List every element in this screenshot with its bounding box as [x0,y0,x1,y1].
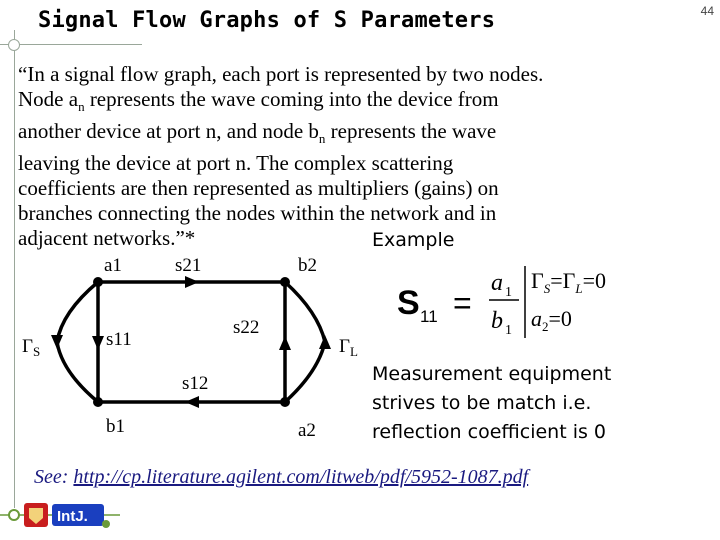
reference-link[interactable]: http://cp.literature.agilent.com/litweb/pdf/5952-1087.pdf [73,466,529,488]
arrow-s22-icon [279,336,291,350]
arrow-gamma-l-icon [319,335,331,349]
quote-line: Node $a_n$ represents the wave coming into the device from [18,87,499,115]
example-label: Example [372,229,455,251]
formula-den-sub: 1 [505,323,512,338]
label-gamma-s: $\Gamma_S$ [22,336,41,359]
label-s22: s22 [233,317,260,338]
reference-label: See: [34,466,69,488]
arrow-s11-icon [92,336,104,350]
quote-line: “In a signal flow graph, each port is represented by two nodes. [18,62,544,86]
formula-num: a [491,270,503,296]
slide-title: Signal Flow Graphs of S Parameters [38,8,496,33]
footer-dot-icon [9,510,19,520]
inth-logo-mark: IntJ. [57,508,88,525]
arrow-s12-icon [185,396,199,408]
node-a1 [93,277,103,287]
quote-line: coefficients are then represented as multipliers (gains) on [18,176,499,201]
label-s21: s21 [175,255,202,276]
footer-logo-bar [0,498,140,532]
label-b1: b1 [106,416,125,437]
node-b2 [280,277,290,287]
label-gamma-l: $\Gamma_L$ [339,336,358,359]
formula-den: b [491,308,503,334]
quote-line: leaving the device at port n. The complex scattering [18,151,454,176]
formula-s-sub: 11 [420,307,438,326]
node-a2 [280,397,290,407]
condition-1: $\Gamma_S=\Gamma_L=0$ [531,268,607,296]
arrow-gamma-s-icon [51,335,63,349]
quote-line: another device at port n, and node $b_n$ represents the wave [18,119,497,147]
arrow-s21-icon [185,276,199,288]
condition-2: $a_2=0$ [531,306,572,334]
branch-gamma-l [285,282,325,402]
formula-eq: = [453,285,472,321]
s11-formula [395,262,665,342]
node-b1 [93,397,103,407]
label-a1: a1 [104,255,122,276]
branch-gamma-s [57,282,98,402]
reference [34,466,528,489]
quote-line: branches connecting the nodes within the network and in [18,201,497,226]
note-line: Measurement equipment [372,363,612,385]
logo-accent-icon [102,520,110,528]
formula-num-sub: 1 [505,285,512,300]
formula-s: S [397,284,420,322]
measurement-note [372,360,611,447]
label-b2: b2 [298,255,317,276]
quote-line: adjacent networks.”* [18,226,196,251]
label-s11: s11 [106,329,132,350]
label-a2: a2 [298,420,316,441]
note-line: strives to be match i.e. [372,392,592,414]
label-s12: s12 [182,373,209,394]
page-number: 44 [700,4,714,18]
note-line: reflection coefficient is 0 [372,421,607,443]
